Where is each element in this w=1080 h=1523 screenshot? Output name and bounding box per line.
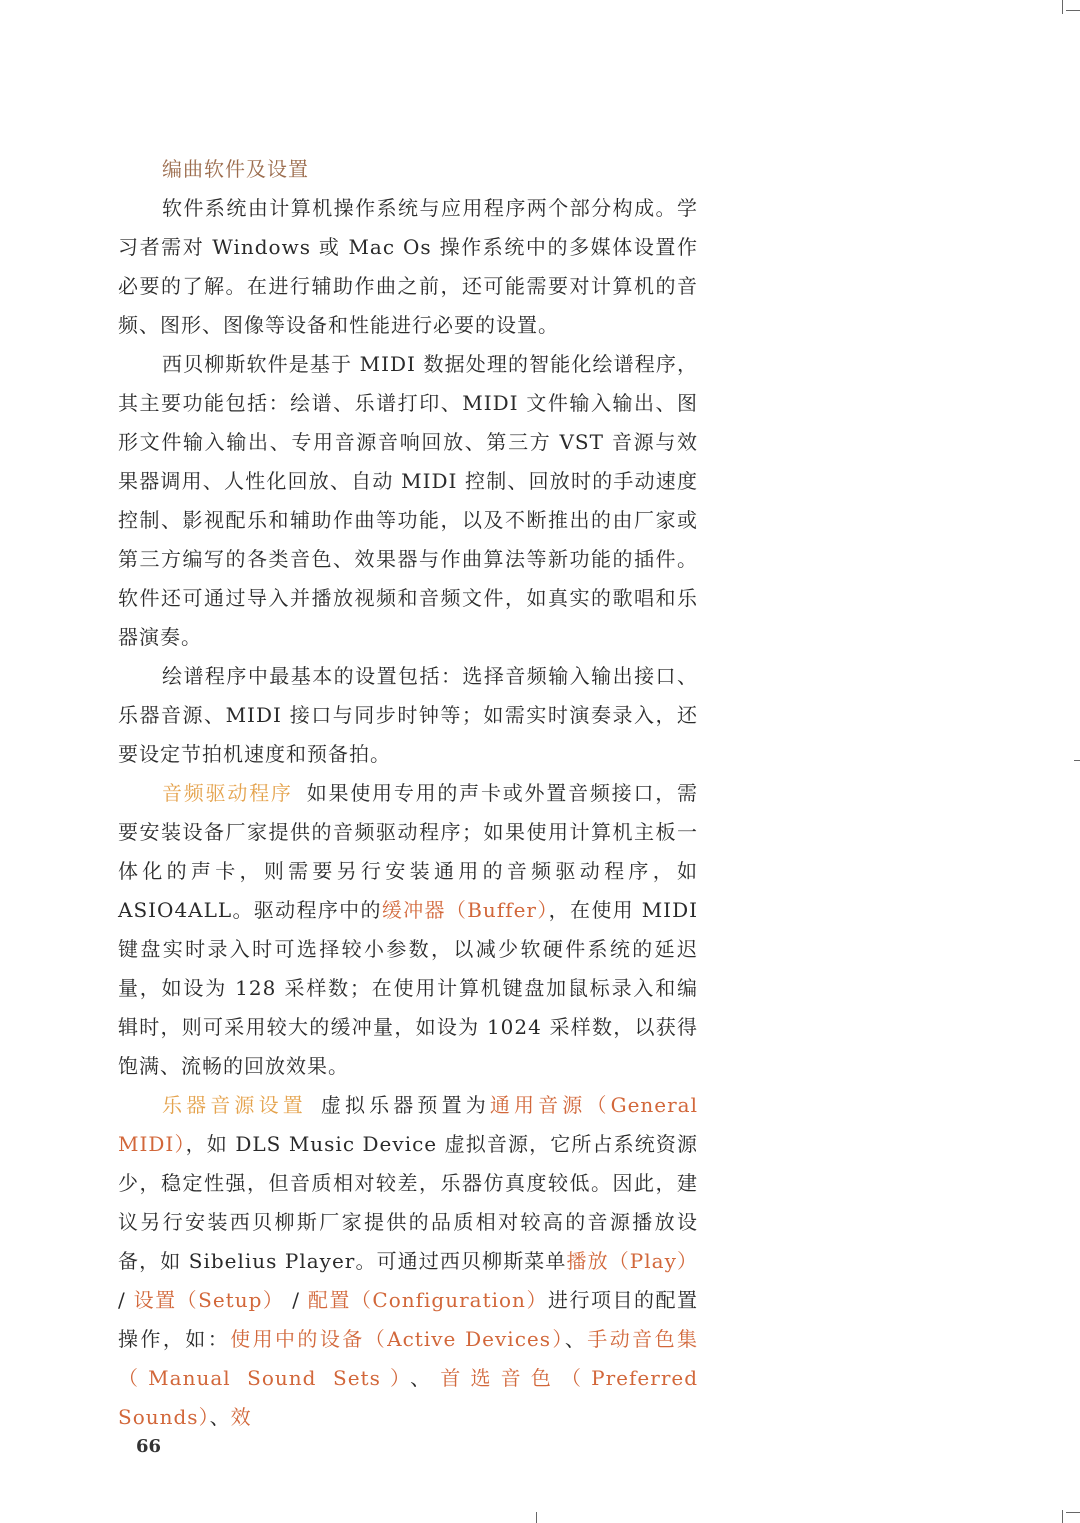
crop-mark (536, 1512, 537, 1523)
term-general-midi: 通用音源（General MIDI） (118, 1093, 699, 1156)
paragraph-software-system: 软件系统由计算机操作系统与应用程序两个部分构成。学习者需对 Windows 或 Mac Os 操作系统中的多媒体设置作必要的了解。在进行辅助作曲之前，还可能需要对计算机的音频、图形、图像等设备和性能进行必要的设置。 (118, 196, 698, 337)
term-manual-sound-sets: 手动音色集（Manual Sound Sets） (118, 1327, 699, 1390)
page-number: 66 (136, 1436, 162, 1457)
term-play-menu: 播放（Play） (566, 1249, 698, 1273)
text-run: 、 (410, 1366, 441, 1390)
term-buffer: 缓冲器（Buffer） (381, 898, 549, 922)
paragraph-instrument-sound (118, 1086, 698, 1437)
crop-mark (1062, 1510, 1063, 1523)
section-heading: 编曲软件及设置 (162, 157, 309, 181)
term-configuration: 配置（Configuration） (307, 1288, 548, 1312)
paragraph-audio-driver (118, 774, 698, 1086)
text-run: / (284, 1288, 308, 1312)
term-truncated: 效 (230, 1405, 252, 1429)
crop-mark (1062, 0, 1063, 14)
text-run: ，如 DLS Music Device 虚拟音源，它所占系统资源少，稳定性强，但音质相对较差，乐器仿真度较低。因此，建议另行安装西贝柳斯厂家提供的品质相对较高的音源播放设备，如 Sibelius Player。可通过西贝柳斯菜单 (118, 1132, 698, 1273)
text-run: 虚拟乐器预置为 (320, 1093, 490, 1117)
text-run: 如果使用专用的声卡或外置音频接口，需要安装设备厂家提供的音频驱动程序；如果使用计算机主板一体化的声卡，则需要另行安装通用的音频驱动程序，如 ASIO4ALL。驱动程序中的 (118, 781, 699, 922)
paragraph-sibelius-features: 西贝柳斯软件是基于 MIDI 数据处理的智能化绘谱程序，其主要功能包括：绘谱、乐谱打印、MIDI 文件输入输出、图形文件输入输出、专用音源音响回放、第三方 VST 音源与效果器调用、人性化回放、自动 MIDI 控制、回放时的手动速度控制、影视配乐和辅助作曲等功能，以及不断推出的由厂家或第三方编写的各类音色、效果器与作曲算法等新功能的插件。软件还可通过导入并播放视频和音频文件，如真实的歌唱和乐器演奏。 (118, 352, 698, 649)
text-run: 、 (209, 1405, 231, 1429)
crop-mark (1066, 10, 1080, 11)
page-body (118, 150, 698, 1437)
crop-mark (1066, 1512, 1080, 1513)
subheading-instrument-sound: 乐器音源设置 (162, 1093, 307, 1117)
text-run: ，在使用 MIDI 键盘实时录入时可选择较小参数，以减少软硬件系统的延迟量，如设为 128 采样数；在使用计算机键盘加鼠标录入和编辑时，则可采用较大的缓冲量，如设为 1024 采样数，以获得饱满、流畅的回放效果。 (118, 898, 699, 1078)
text-run: 进行项目的配置操作，如： (118, 1288, 699, 1351)
text-run: 、 (564, 1327, 588, 1351)
subheading-audio-driver: 音频驱动程序 (162, 781, 293, 805)
paragraph-basic-settings: 绘谱程序中最基本的设置包括：选择音频输入输出接口、乐器音源、MIDI 接口与同步时钟等；如需实时演奏录入，还要设定节拍机速度和预备拍。 (118, 664, 698, 766)
term-preferred-sounds: 首选音色（Preferred Sounds） (118, 1366, 699, 1429)
term-setup: 设置（Setup） (133, 1288, 285, 1312)
term-active-devices: 使用中的设备（Active Devices） (230, 1327, 565, 1351)
text-run: / (118, 1288, 134, 1312)
crop-mark (1074, 760, 1080, 761)
